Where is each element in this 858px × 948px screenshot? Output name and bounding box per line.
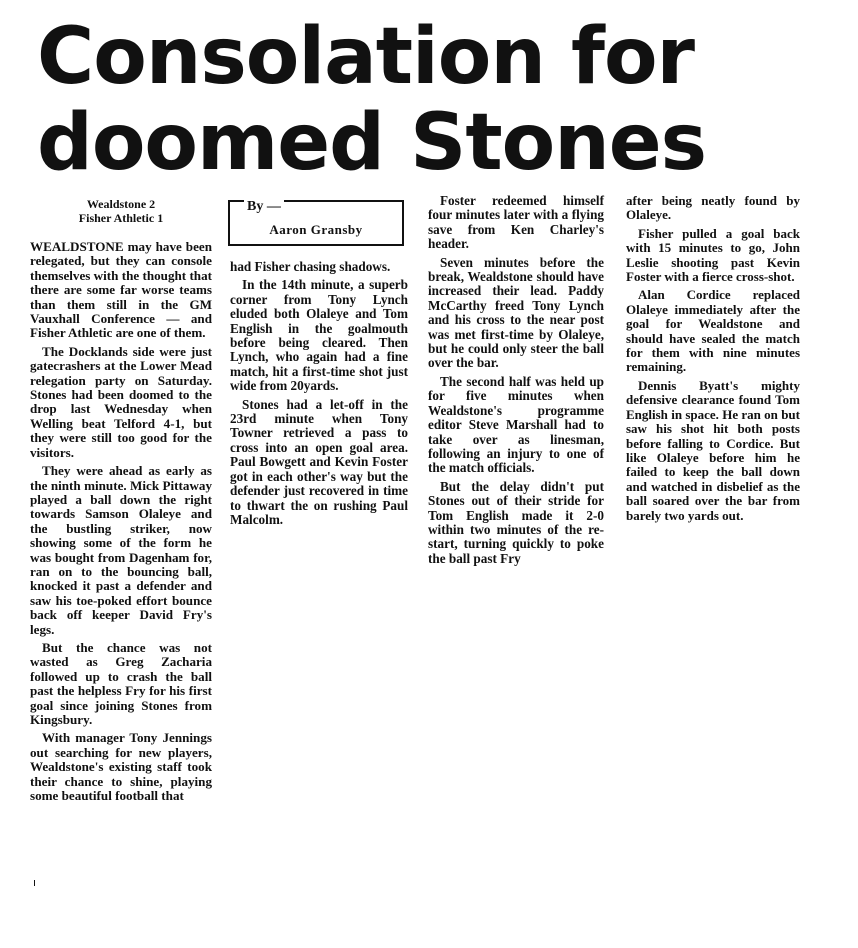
column-1-paragraph: With manager Tony Jennings out searching for new players, Wealdstone's existing staff took their chance to shine, playing some beautiful football that — [30, 730, 212, 804]
scoreline — [30, 197, 212, 225]
column-2-paragraph: In the 14th minute, a superb corner from Tony Lynch eluded both Olaleye and Tom English in the goalmouth before being cleared. Then Lynch, who again had a fine match, hit a first-time shot just wide from 20yards. — [230, 277, 408, 394]
article-column-1 — [30, 240, 212, 807]
byline-author: Aaron Gransby — [269, 222, 363, 237]
column-end-mark — [34, 880, 35, 886]
column-1-paragraph: They were ahead as early as the ninth minute. Mick Pittaway played a ball down the right towards Samson Olaleye and the bustling striker, now showing some of the form he was bought from Dagenham for, ran on to the bouncing ball, knocked it past a defender and saw his toe-poked effort bounce back off keeper David Fry's legs. — [30, 463, 212, 637]
column-1-paragraph: The Docklands side were just gatecrashers at the Lower Mead relegation party on Saturday. Stones had been doomed to the drop last Wednesday when Welling beat Telford 4-1, but they were still too good for the visitors. — [30, 343, 212, 460]
column-3-paragraph: But the delay didn't put Stones out of their stride for Tom English made it 2-0 within two minutes of the re-start, turning quickly to poke the ball past Fry — [428, 478, 604, 566]
byline-box — [228, 200, 404, 246]
column-3-paragraph: Seven minutes before the break, Wealdstone should have increased their lead. Paddy McCarthy freed Tony Lynch and his cross to the near post was met first-time by Olaleye, but he could only steer the ball over the bar. — [428, 254, 604, 371]
headline — [37, 14, 837, 186]
article-column-4 — [626, 194, 800, 527]
column-4-paragraph: Alan Cordice replaced Olaleye immediately after the goal for Wealdstone and should have sealed the match for them with nine minutes remaining. — [626, 287, 800, 375]
column-2-paragraph: had Fisher chasing shadows. — [230, 259, 391, 274]
headline-line-1: Consolation for — [37, 12, 695, 102]
column-1-paragraph: WEALDSTONE may have been relegated, but they can console themselves with the thought that there are some far worse teams than them still in the GM Vauxhall Conference — and Fisher Athletic are one of them. — [30, 239, 212, 341]
byline-by: By — — [244, 199, 284, 215]
article-column-3 — [428, 194, 604, 570]
article-column-2 — [230, 260, 408, 531]
column-4-paragraph: after being neatly found by Olaleye. — [626, 193, 800, 223]
column-1-paragraph: But the chance was not wasted as Greg Zacharia followed up to crash the ball past the helpless Fry for his first goal since joining Stones from Kingsbury. — [30, 639, 212, 727]
column-3-paragraph: The second half was held up for five minutes when Wealdstone's programme editor Steve Marshall had to take over as linesman, following an injury to one of the match officials. — [428, 373, 604, 476]
column-3-paragraph: Foster redeemed himself four minutes later with a flying save from Ken Charley's header. — [428, 193, 604, 252]
column-4-paragraph: Fisher pulled a goal back with 15 minutes to go, John Leslie shooting past Kevin Foster with a fierce cross-shot. — [626, 225, 800, 285]
headline-line-2: doomed Stones — [37, 98, 707, 188]
column-2-paragraph: Stones had a let-off in the 23rd minute when Tony Towner retrieved a pass to cross into an open goal area. Paul Bowgett and Kevin Foster got in each other's way but the defender just recovered in time to thwart the on rushing Paul Malcolm. — [230, 396, 408, 527]
score-home: Wealdstone 2 — [86, 197, 156, 211]
score-away: Fisher Athletic 1 — [78, 211, 164, 225]
column-4-paragraph: Dennis Byatt's mighty defensive clearance found Tom English in space. He ran on but saw his shot hit both posts before falling to Cordice. But like Olaleye before him he failed to keep the ball down and watched in disbelief as the ball soared over the bar from barely two yards out. — [626, 377, 800, 523]
